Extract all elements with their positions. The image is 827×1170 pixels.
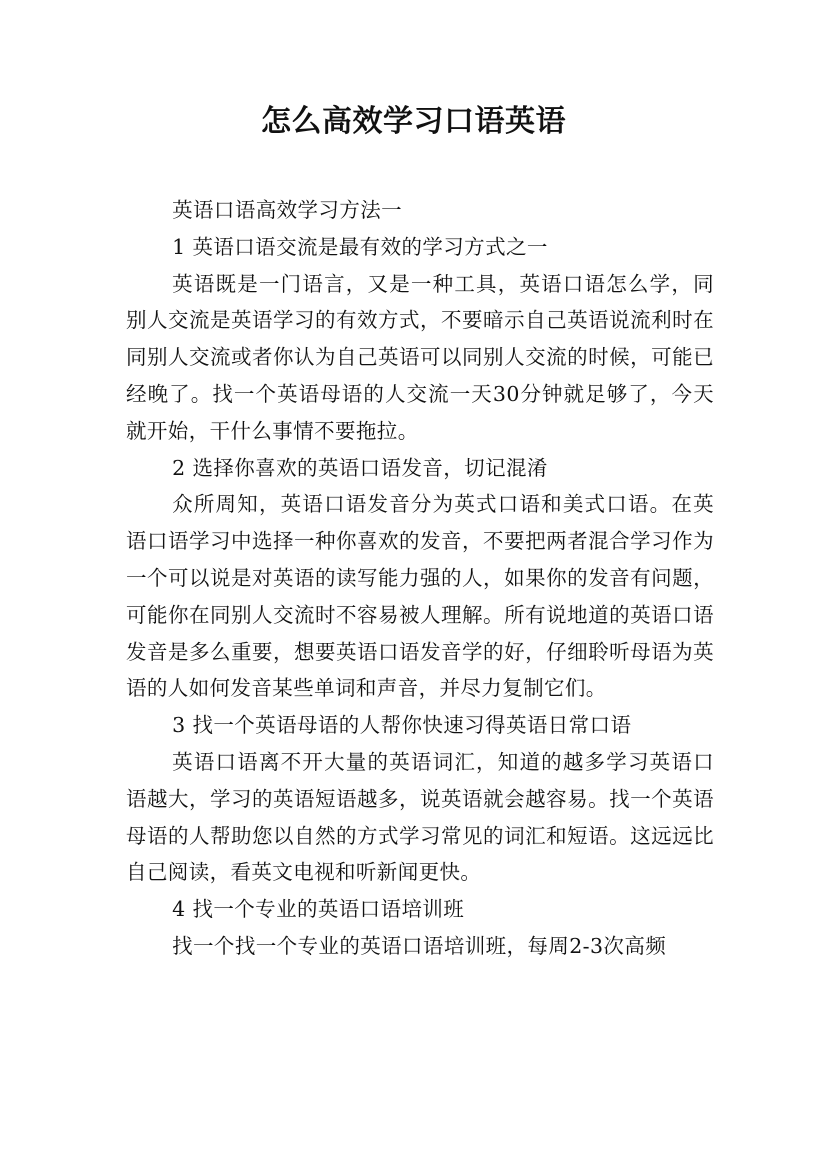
paragraph-3: 英语口语离不开大量的英语词汇，知道的越多学习英语口语越大，学习的英语短语越多，说英语就会越容易。找一个英语母语的人帮助您以自然的方式学习常见的词汇和短语。这远远比自己阅读，看英文电视和听新闻更快。 xyxy=(126,749,714,885)
paragraph-1: 英语既是一门语言，又是一种工具，英语口语怎么学，同别人交流是英语学习的有效方式，不要暗示自己英语说流利时在同别人交流或者你认为自己英语可以同别人交流的时候，可能已经晚了。找一个英语母语的人交流一天30分钟就足够了，今天就开始，干什么事情不要拖拉。 xyxy=(126,271,714,443)
subheading-2: 2 选择你喜欢的英语口语发音，切记混淆 xyxy=(172,455,548,480)
subheading-1: 1 英语口语交流是最有效的学习方式之一 xyxy=(172,234,548,259)
document-title: 怎么高效学习口语英语 xyxy=(261,104,566,139)
subheading-4: 4 找一个专业的英语口语培训班 xyxy=(172,897,465,922)
subheading-3: 3 找一个英语母语的人帮你快速习得英语日常口语 xyxy=(172,713,632,738)
paragraph-2: 众所周知，英语口语发音分为英式口语和美式口语。在英语口语学习中选择一种你喜欢的发音，不要把两者混合学习作为一个可以说是对英语的读写能力强的人，如果你的发音有问题，可能你在同别人交流时不容易被人理解。所有说地道的英语口语发音是多么重要，想要英语口语发音学的好，仔细聆听母语为英语的人如何发音某些单词和声音，并尽力复制它们。 xyxy=(126,492,714,701)
section-heading: 英语口语高效学习方法一 xyxy=(172,198,403,222)
paragraph-4: 找一个找一个专业的英语口语培训班，每周2-3次高频 xyxy=(172,933,667,958)
document-body xyxy=(126,192,714,965)
